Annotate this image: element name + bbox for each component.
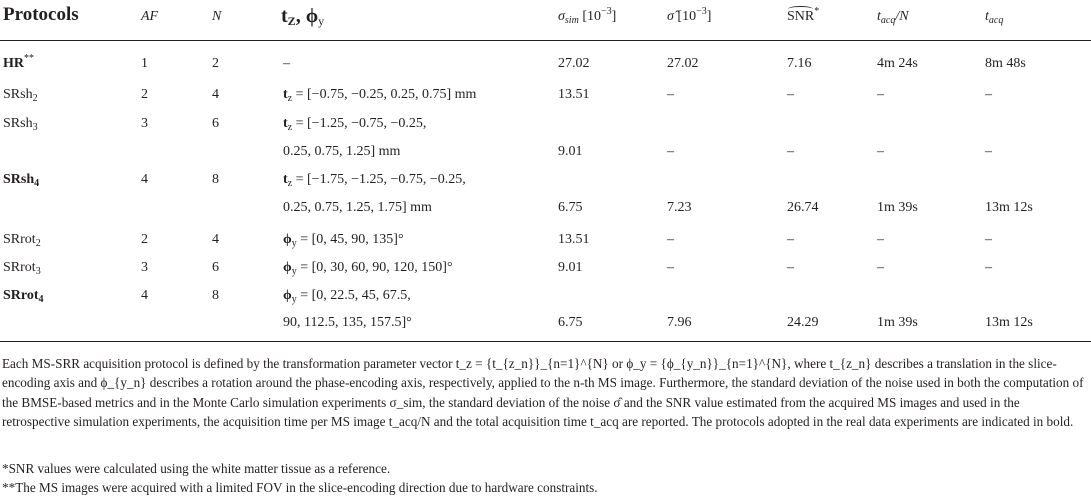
param-value: $\phi_y = [0$, 22.5, 45, 67.5, [283, 288, 411, 305]
sigmahat-value: – [667, 260, 674, 275]
af-value: 1 [141, 56, 148, 71]
param-value: $t_z = [-1.25$, −0.75, −0.25, [283, 116, 427, 133]
param-value-cont: 0.25, 0.75, 1.25] mm [283, 144, 401, 159]
tacq-value: 13m 12s [985, 315, 1033, 330]
tacq-value: 13m 12s [985, 200, 1033, 215]
tacq-value: – [985, 144, 992, 159]
tacq-value: – [985, 87, 992, 102]
snr-value: – [787, 87, 794, 102]
footer-rule [0, 341, 1091, 342]
n-value: 4 [212, 232, 219, 247]
tacq-value: – [985, 260, 992, 275]
header-af: AF [141, 9, 159, 24]
tacq-per-n-value: – [877, 144, 884, 159]
snr-value: 7.16 [787, 56, 812, 71]
header-sigma-hat: σ̂ $[10^{-3}]$ [667, 6, 712, 24]
footnote-doublestar: **The MS images were acquired with a limited FOV in the slice-encoding direction due to hardware constraints. [2, 480, 598, 495]
protocol-name: SRsh$_2$ [3, 87, 38, 104]
sigmahat-value: 7.96 [667, 315, 692, 330]
sigma-value: 13.51 [558, 87, 590, 102]
af-value: 4 [141, 172, 148, 187]
sigma-value: 6.75 [558, 200, 583, 215]
header-protocols: Protocols [3, 4, 79, 25]
tacq-per-n-value: 1m 39s [877, 200, 918, 215]
snr-value: 26.74 [787, 200, 819, 215]
sigma-value: 27.02 [558, 56, 590, 71]
table-footnote: Each MS-SRR acquisition protocol is defined by the transformation parameter vector t_z = {t_{z_n}}_{n=1}^{N} or ϕ_y = {ϕ_{y_n}}_{n=1}^{N}, where t_{z_n} describes a translation in the slice-encoding axis and ϕ_{y_n} describes a rotation around the phase-encoding axis, respectively, applied to the n-th MS image. Furthermore, the standard deviation of the noise used in both the computation of the BMSE-based metrics and in the Monte Carlo simulation experiments σ_sim, the standard deviation of the noise σ̂ and the SNR value estimated from the acquired MS images and used in the retrospective simulation experiments, the acquisition time per MS image t_acq/N and the total acquisition time t_acq are reported. The protocols adopted in the real data experiments are indicated in bold. [2, 356, 1084, 429]
protocol-name: HR** [3, 53, 34, 71]
tacq-per-n-value: – [877, 87, 884, 102]
protocol-name: SRsh$_3$ [3, 116, 38, 133]
snr-value: – [787, 144, 794, 159]
sigma-value: 9.01 [558, 144, 583, 159]
header-tacq-per-n: $t_{acq}/N$ [877, 9, 909, 26]
param-value-cont: 90, 112.5, 135, 157.5]° [283, 315, 412, 330]
n-value: 6 [212, 116, 219, 131]
sigmahat-value: – [667, 87, 674, 102]
protocol-name: SRrot$_3$ [3, 260, 41, 277]
n-value: 6 [212, 260, 219, 275]
param-value: – [283, 56, 290, 71]
header-tacq: $t_{acq}$ [985, 9, 1004, 26]
tacq-value: 8m 48s [985, 56, 1026, 71]
header-rule [0, 40, 1091, 41]
param-value: $t_z = [-1.75$, −1.25, −0.75, −0.25, [283, 172, 466, 189]
af-value: 2 [141, 87, 148, 102]
af-value: 2 [141, 232, 148, 247]
param-value: $\phi_y = [0$, 30, 60, 90, 120, 150]° [283, 260, 453, 277]
header-sigma-sim: $\sigma_{sim}$ $[10^{-3}]$ [558, 6, 617, 26]
snr-value: – [787, 232, 794, 247]
af-value: 3 [141, 116, 148, 131]
n-value: 8 [212, 288, 219, 303]
header-snr: SNR* [787, 6, 820, 24]
tacq-per-n-value: – [877, 232, 884, 247]
sigmahat-value: – [667, 232, 674, 247]
param-value: $t_z = [-0.75$, −0.25, 0.25, 0.75] mm [283, 87, 477, 104]
param-value: $\phi_y = [0$, 45, 90, 135]° [283, 232, 404, 249]
snr-value: 24.29 [787, 315, 819, 330]
protocol-name: SRsh$_4$ [3, 172, 40, 189]
protocol-name: SRrot$_4$ [3, 288, 44, 305]
protocol-name: SRrot$_2$ [3, 232, 41, 249]
sigmahat-value: – [667, 144, 674, 159]
tacq-per-n-value: 4m 24s [877, 56, 918, 71]
n-value: 8 [212, 172, 219, 187]
header-transform-params: $t_Z$, $\phi_y$ [281, 5, 325, 28]
header-n: N [212, 9, 222, 24]
tacq-per-n-value: – [877, 260, 884, 275]
snr-value: – [787, 260, 794, 275]
af-value: 4 [141, 288, 148, 303]
sigma-value: 6.75 [558, 315, 583, 330]
footnote-star: *SNR values were calculated using the white matter tissue as a reference. [2, 461, 391, 476]
table-header [0, 0, 1091, 34]
tacq-value: – [985, 232, 992, 247]
param-value-cont: 0.25, 0.75, 1.25, 1.75] mm [283, 200, 432, 215]
n-value: 2 [212, 56, 219, 71]
sigmahat-value: 27.02 [667, 56, 699, 71]
sigmahat-value: 7.23 [667, 200, 692, 215]
sigma-value: 9.01 [558, 260, 583, 275]
tacq-per-n-value: 1m 39s [877, 315, 918, 330]
n-value: 4 [212, 87, 219, 102]
af-value: 3 [141, 260, 148, 275]
sigma-value: 13.51 [558, 232, 590, 247]
